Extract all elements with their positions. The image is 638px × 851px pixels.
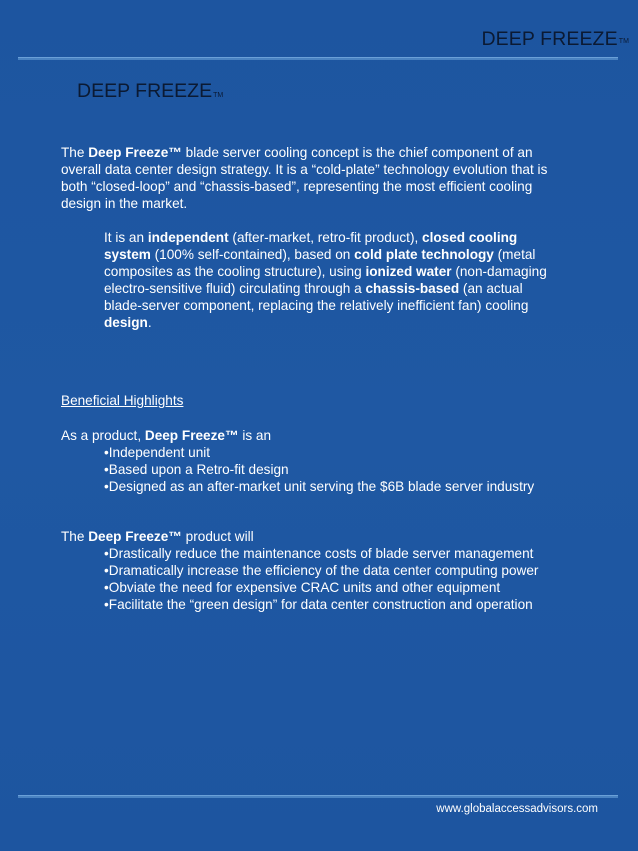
product-lead-prefix: As a product,	[61, 428, 145, 443]
will-lead	[61, 528, 254, 545]
list-item: • Obviate the need for expensive CRAC units and other equipment	[104, 579, 538, 596]
top-divider	[18, 57, 618, 60]
header-brand	[481, 28, 629, 51]
title-tm-mark: TM	[213, 92, 224, 99]
detail-text-5: (non-damaging electro-sensitive fluid) circulating through a	[104, 264, 547, 296]
list-item: • Designed as an after-market unit serving the $6B blade server industry	[104, 478, 534, 495]
product-lead	[61, 427, 271, 444]
intro-prefix: The	[61, 145, 89, 160]
detail-bold-design: design	[104, 315, 148, 330]
page-title-text: DEEP FREEZE	[77, 80, 213, 102]
intro-rest: blade server cooling concept is the chief component of an overall data center design strategy. It is a “cold-plate” technology evolution that is both “closed-loop” and “chassis-based”, representing the most efficient cooling design in the market.	[61, 145, 548, 211]
header-brand-text: DEEP FREEZE	[481, 28, 618, 50]
detail-text-1: It is an	[104, 230, 148, 245]
product-bullet-list	[104, 444, 534, 495]
will-lead-brand: Deep Freeze™	[88, 529, 182, 544]
detail-paragraph	[104, 229, 559, 331]
footer-website-link[interactable]: www.globalaccessadvisors.com	[436, 803, 598, 815]
detail-text-7: .	[147, 315, 152, 330]
benefits-bullet-list	[104, 545, 538, 613]
detail-text-6: (an actual blade-server component, replacing the relatively inefficient fan) cooling	[104, 281, 529, 313]
list-item: • Facilitate the “green design” for data center construction and operation	[104, 596, 538, 613]
detail-text-3: (100% self-contained), based on	[150, 247, 355, 262]
product-lead-suffix: is an	[238, 428, 272, 443]
bottom-divider	[18, 795, 618, 798]
product-lead-brand: Deep Freeze™	[144, 428, 239, 443]
header-tm-mark: TM	[618, 38, 629, 45]
list-item: • Based upon a Retro-fit design	[104, 461, 534, 478]
list-item: • Drastically reduce the maintenance costs of blade server management	[104, 545, 538, 562]
intro-paragraph	[61, 144, 551, 212]
highlights-heading: Beneficial Highlights	[61, 393, 184, 408]
detail-bold-independent: independent	[147, 230, 229, 245]
list-item: • Dramatically increase the efficiency of the data center computing power	[104, 562, 538, 579]
detail-bold-cold-plate: cold plate technology	[354, 247, 494, 262]
intro-brand: Deep Freeze™	[88, 145, 182, 160]
detail-text-4: (metal composites as the cooling structure), using	[104, 247, 536, 279]
will-lead-prefix: The	[61, 529, 89, 544]
will-lead-suffix: product will	[181, 529, 254, 544]
detail-bold-chassis-based: chassis-based	[365, 281, 460, 296]
page-title	[77, 80, 223, 103]
list-item: • Independent unit	[104, 444, 534, 461]
detail-bold-ionized-water: ionized water	[365, 264, 452, 279]
detail-text-2: (after-market, retro-fit product),	[228, 230, 423, 245]
detail-bold-closed-cooling: closed cooling system	[104, 230, 518, 262]
